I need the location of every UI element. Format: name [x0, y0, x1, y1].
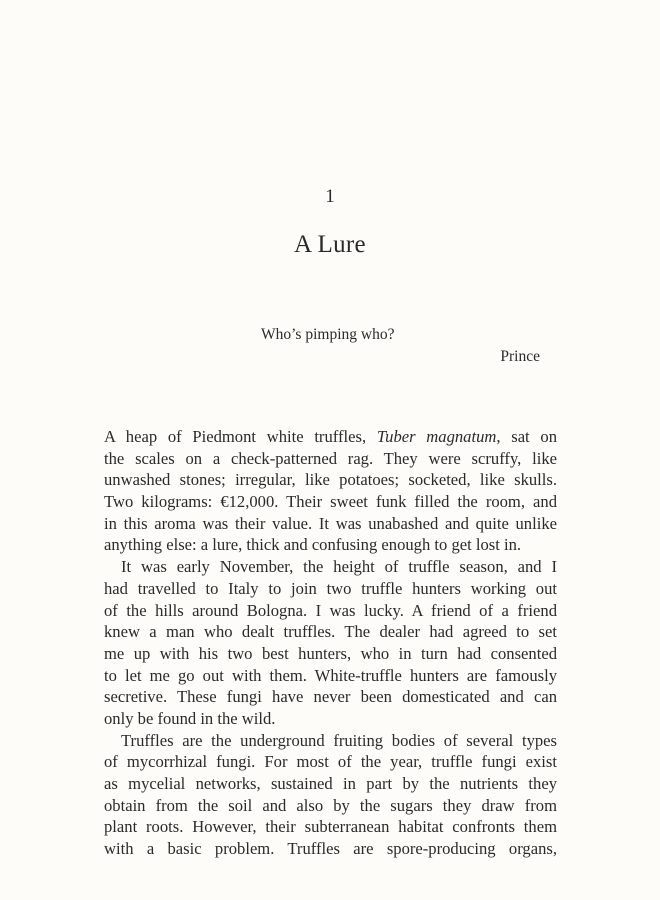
paragraph-1-line: the scales on a check-patterned rag. They were scruffy, like	[104, 448, 557, 468]
paragraph-3-line: Truffles are the underground fruiting bodies of several types	[121, 730, 557, 750]
epigraph-quote: Who’s pimping who?	[261, 326, 395, 343]
body-text	[104, 426, 557, 860]
paragraph-1-line: unwashed stones; irregular, like potatoes; socketed, like skulls.	[104, 470, 557, 490]
paragraph-2-line: It was early November, the height of truffle season, and I	[121, 557, 557, 577]
paragraph-3-line: obtain from the soil and also by the sugars they draw from	[104, 795, 557, 815]
text-run: , sat on	[496, 427, 557, 446]
chapter-title: A Lure	[294, 231, 366, 258]
paragraph-1-line: anything else: a lure, thick and confusing enough to get lost in.	[104, 535, 522, 555]
paragraph-2-line: of the hills around Bologna. I was lucky. A friend of a friend	[104, 600, 557, 620]
paragraph-3-line: as mycelial networks, sustained in part by the nutrients they	[104, 774, 557, 793]
paragraph-2-line: to let me go out with them. White-truffle hunters are famously	[104, 665, 557, 685]
paragraph-2-line: secretive. These fungi have never been domesticated and can	[104, 687, 557, 707]
paragraph-2-line: only be found in the wild.	[104, 708, 276, 728]
paragraph-3-line: with a basic problem. Truffles are spore-producing organs,	[104, 839, 557, 859]
text-run: A heap of Piedmont white truffles,	[104, 427, 377, 446]
paragraph-2-line: me up with his two best hunters, who in turn had consented	[104, 643, 557, 663]
epigraph-attribution: Prince	[500, 348, 540, 365]
paragraph-1-line	[104, 426, 557, 448]
paragraph-1-line: in this aroma was their value. It was unabashed and quite unlike	[104, 513, 557, 533]
paragraph-3-line: plant roots. However, their subterranean habitat confronts them	[104, 817, 557, 837]
chapter-number: 1	[325, 186, 335, 207]
species-name: Tuber magnatum	[376, 427, 497, 446]
paragraph-2-line: had travelled to Italy to join two truffle hunters working out	[104, 578, 557, 598]
paragraph-3-line: of mycorrhizal fungi. For most of the year, truffle fungi exist	[104, 752, 557, 772]
paragraph-2-line: knew a man who dealt truffles. The dealer had agreed to set	[104, 622, 557, 642]
paragraph-1-line: Two kilograms: €12,000. Their sweet funk filled the room, and	[104, 492, 557, 512]
